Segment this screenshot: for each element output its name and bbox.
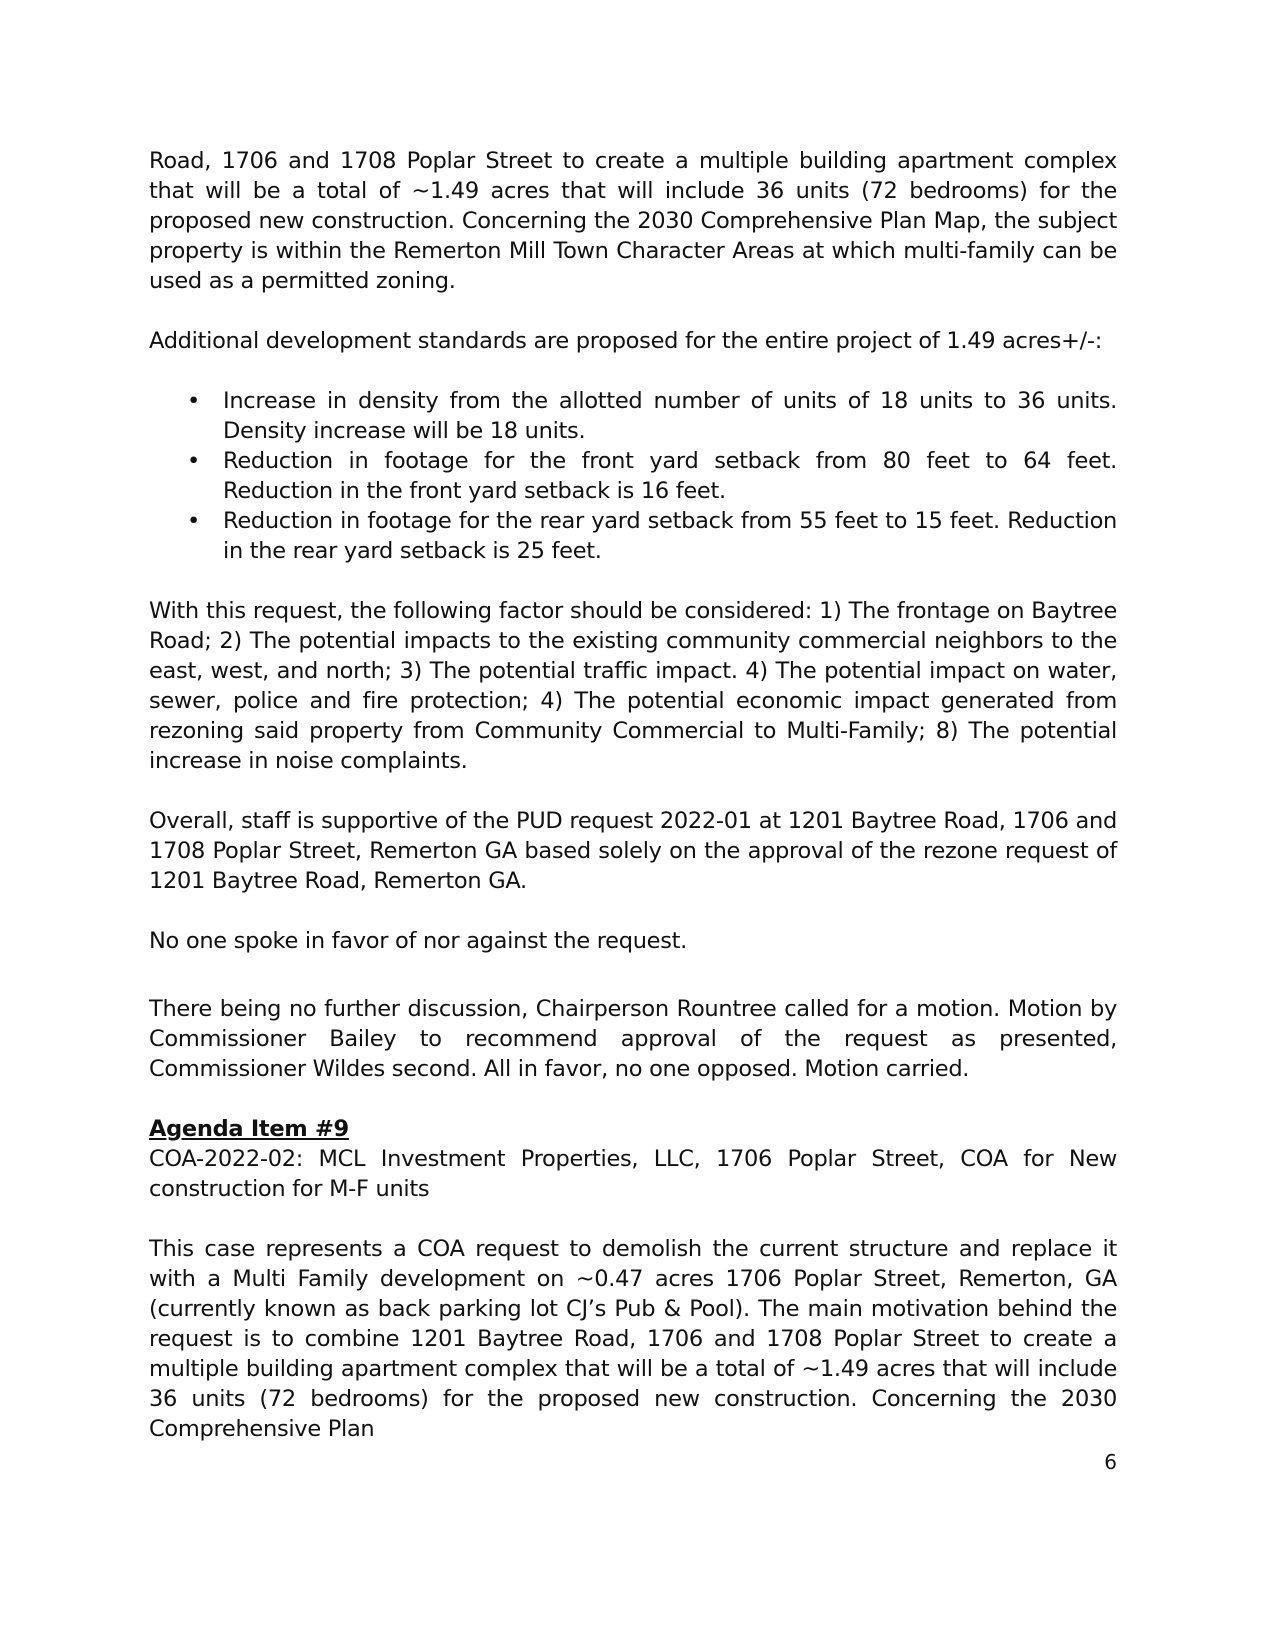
agenda-item-heading: Agenda Item #9 bbox=[149, 1116, 349, 1142]
agenda-case-paragraph: COA-2022-02: MCL Investment Properties, LLC, 1706 Poplar Street, COA for New construction for M-F units bbox=[149, 1146, 1117, 1202]
document-page bbox=[149, 146, 1117, 1444]
agenda-description-paragraph: This case represents a COA request to demolish the current structure and replace it with a Multi Family development on ~0.47 acres 1706 Poplar Street, Remerton, GA (currently known as back parking lot CJ’s Pub & Pool). The main motivation behind the request is to combine 1201 Baytree Road, 1706 and 1708 Poplar Street to create a multiple building apartment complex that will be a total of ~1.49 acres that will include 36 units (72 bedrooms) for the proposed new construction. Concerning the 2030 Comprehensive Plan bbox=[149, 1236, 1117, 1442]
page-number: 6 bbox=[1104, 1450, 1117, 1474]
list-item bbox=[149, 446, 1117, 506]
list-item bbox=[149, 506, 1117, 566]
public-comment-paragraph: No one spoke in favor of nor against the request. bbox=[149, 928, 688, 954]
bullet-icon: • bbox=[187, 508, 200, 534]
list-item-text: Reduction in footage for the front yard setback from 80 feet to 64 feet. Reduction in the front yard setback is 16 feet. bbox=[223, 448, 1117, 504]
motion-paragraph: There being no further discussion, Chairperson Rountree called for a motion. Motion by Commissioner Bailey to recommend approval of the request as presented, Commissioner Wildes second. All in favor, no one opposed. Motion carried. bbox=[149, 996, 1117, 1082]
intro-paragraph: Road, 1706 and 1708 Poplar Street to create a multiple building apartment complex that will be a total of ~1.49 acres that will include 36 units (72 bedrooms) for the proposed new construction. Concerning the 2030 Comprehensive Plan Map, the subject property is within the Remerton Mill Town Character Areas at which multi-family can be used as a permitted zoning. bbox=[149, 148, 1117, 294]
factors-paragraph: With this request, the following factor should be considered: 1) The frontage on Baytree Road; 2) The potential impacts to the existing community commercial neighbors to the east, west, and north; 3) The potential traffic impact. 4) The potential impact on water, sewer, police and fire protection; 4) The potential economic impact generated from rezoning said property from Community Commercial to Multi-Family; 8) The potential increase in noise complaints. bbox=[149, 598, 1117, 774]
list-item-text: Reduction in footage for the rear yard setback from 55 feet to 15 feet. Reduction in the rear yard setback is 25 feet. bbox=[223, 508, 1117, 564]
list-item-text: Increase in density from the allotted number of units of 18 units to 36 units. Density increase will be 18 units. bbox=[223, 388, 1117, 444]
standards-intro-paragraph: Additional development standards are proposed for the entire project of 1.49 acres+/-: bbox=[149, 328, 1102, 354]
list-item bbox=[149, 386, 1117, 446]
bullet-icon: • bbox=[187, 388, 200, 414]
staff-paragraph: Overall, staff is supportive of the PUD request 2022-01 at 1201 Baytree Road, 1706 and 1708 Poplar Street, Remerton GA based solely on the approval of the rezone request of 1201 Baytree Road, Remerton GA. bbox=[149, 808, 1117, 894]
standards-list bbox=[149, 386, 1117, 566]
bullet-icon: • bbox=[187, 448, 200, 474]
